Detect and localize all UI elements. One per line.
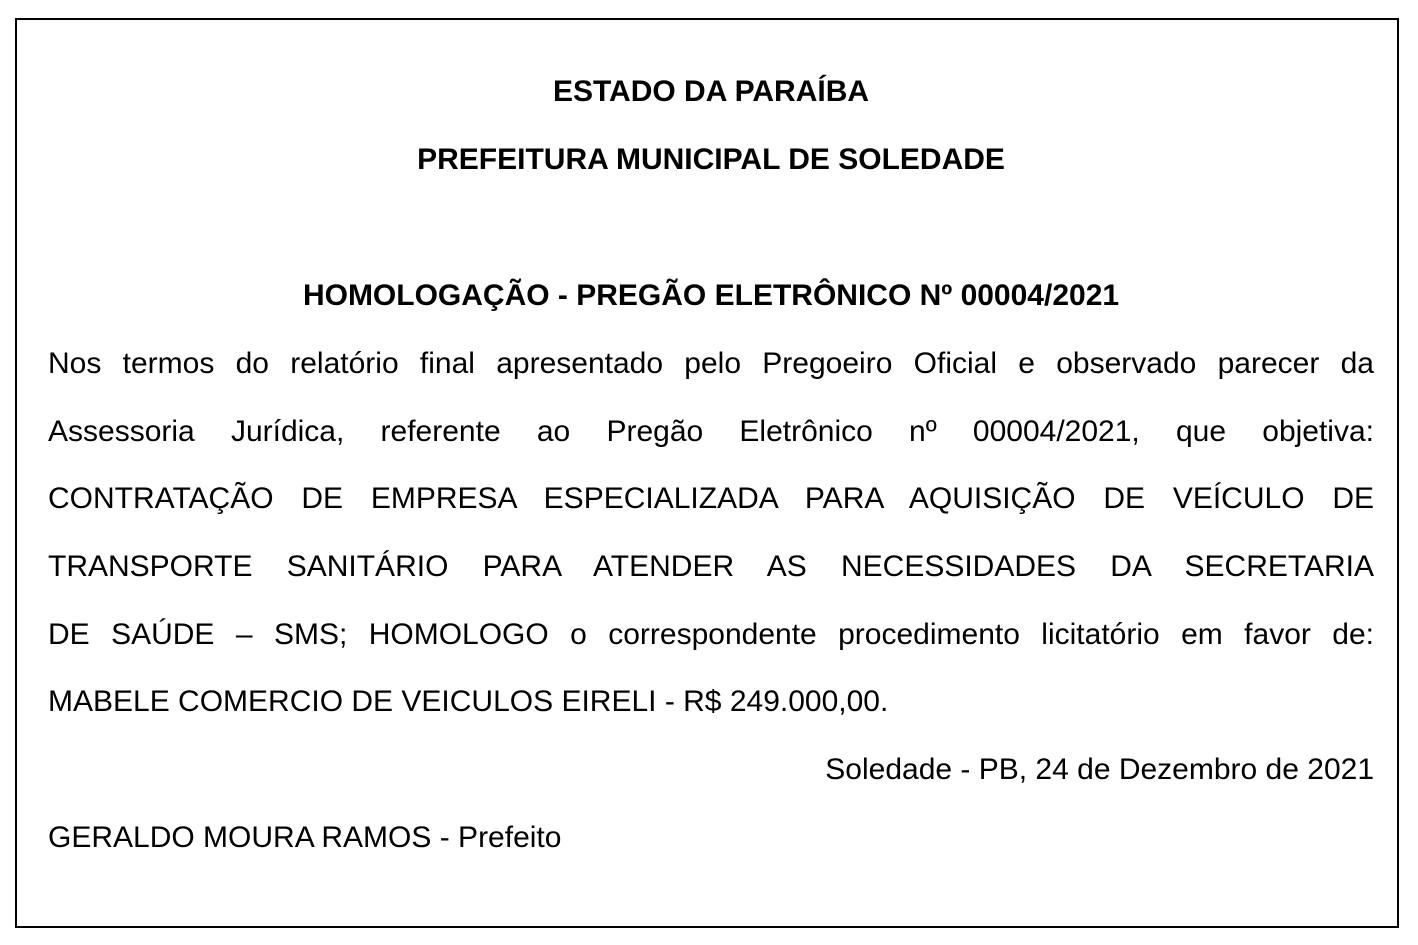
municipality-heading: PREFEITURA MUNICIPAL DE SOLEDADE	[417, 143, 1005, 176]
body-line-4: TRANSPORTE SANITÁRIO PARA ATENDER AS NECESSIDADES DA SECRETARIA	[48, 550, 1374, 583]
document-title: HOMOLOGAÇÃO - PREGÃO ELETRÔNICO Nº 00004/2021	[302, 279, 1120, 312]
body-line-5: DE SAÚDE – SMS; HOMOLOGO o correspondente procedimento licitatório em favor de:	[48, 618, 1374, 651]
body-line-2: Assessoria Jurídica, referente ao Pregão Eletrônico nº 00004/2021, que objetiva:	[48, 415, 1374, 448]
signature: GERALDO MOURA RAMOS - Prefeito	[48, 821, 562, 854]
body-line-1: Nos termos do relatório final apresentado pelo Pregoeiro Oficial e observado parecer da	[48, 347, 1374, 380]
body-line-3: CONTRATAÇÃO DE EMPRESA ESPECIALIZADA PARA AQUISIÇÃO DE VEÍCULO DE	[48, 482, 1374, 515]
place-date: Soledade - PB, 24 de Dezembro de 2021	[825, 753, 1374, 786]
state-heading: ESTADO DA PARAÍBA	[552, 75, 870, 108]
body-line-6: MABELE COMERCIO DE VEICULOS EIRELI - R$ 249.000,00.	[48, 685, 889, 718]
